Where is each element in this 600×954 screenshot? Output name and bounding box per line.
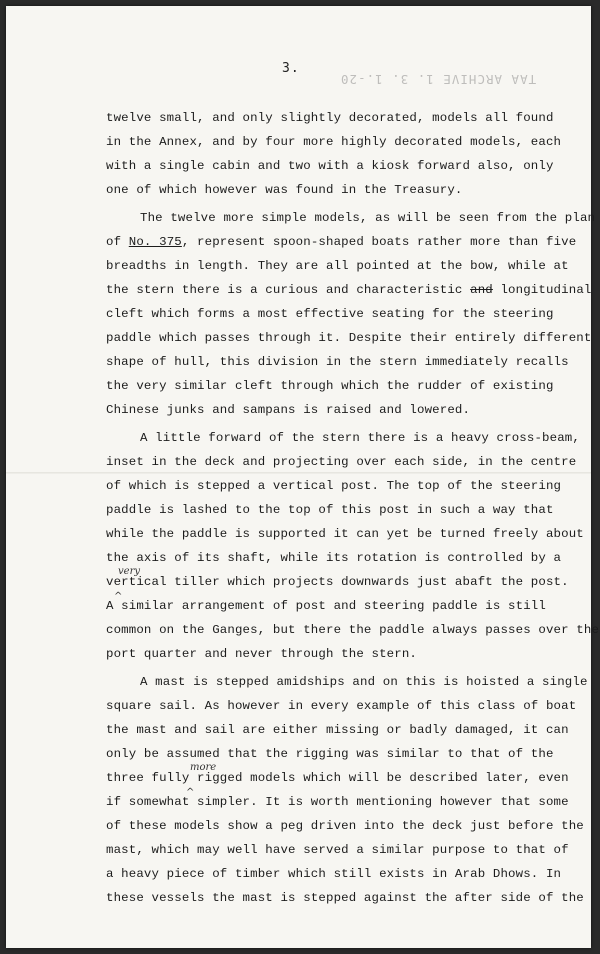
page-number: 3. — [282, 61, 300, 76]
body-text — [6, 6, 600, 948]
text-line: inset in the deck and projecting over each side, in the centre — [106, 455, 577, 469]
insertion-caret: ^ — [114, 591, 123, 602]
text-line: Chinese junks and sampans is raised and lowered. — [106, 403, 471, 417]
text-line: mast, which may well have served a similar purpose to that of — [106, 843, 569, 857]
text-line: of these models show a peg driven into the deck just before the — [106, 819, 584, 833]
text-line: the axis of its shaft, while its rotation is controlled by a — [106, 551, 562, 565]
text-line: in the Annex, and by four more highly decorated models, each — [106, 135, 562, 149]
text-line: paddle is lashed to the top of this post in such a way that — [106, 503, 554, 517]
text-line: while the paddle is supported it can yet be turned freely about — [106, 527, 584, 541]
text-line: vertical tiller which projects downwards just abaft the post. — [106, 575, 569, 589]
text-line: if somewhat simpler. It is worth mentioning however that some — [106, 795, 569, 809]
archive-stamp: TAA ARCHIVE 1. 3. 1.-20 — [340, 72, 537, 87]
text-segment: the stern there is a curious and characteristic — [106, 283, 471, 297]
text-line: three fully rigged models which will be described later, even — [106, 771, 569, 785]
handwritten-insertion: more — [190, 762, 217, 773]
text-line: square sail. As however in every example of this class of boat — [106, 699, 577, 713]
text-line: the mast and sail are either missing or badly damaged, it can — [106, 723, 569, 737]
handwritten-insertion: very — [118, 566, 140, 577]
text-line: one of which however was found in the Treasury. — [106, 183, 463, 197]
text-line — [106, 283, 592, 297]
text-line: A mast is stepped amidships and on this is hoisted a single — [140, 675, 588, 689]
text-segment: of — [106, 235, 129, 249]
text-line: a heavy piece of timber which still exists in Arab Dhows. In — [106, 867, 562, 881]
text-line: paddle which passes through it. Despite their entirely different — [106, 331, 592, 345]
plan-reference: No. 375 — [128, 235, 182, 249]
text-line: common on the Ganges, but there the paddle always passes over the — [106, 623, 600, 637]
text-line: breadths in length. They are all pointed at the bow, while at — [106, 259, 569, 273]
text-segment: , represent spoon-shaped boats rather more than five — [181, 235, 577, 249]
text-line: A similar arrangement of post and steering paddle is still — [106, 599, 546, 613]
text-line: The twelve more simple models, as will be seen from the plan — [140, 211, 596, 225]
text-line: of which is stepped a vertical post. The top of the steering — [106, 479, 562, 493]
insertion-caret: ^ — [186, 787, 195, 798]
text-line: with a single cabin and two with a kiosk forward also, only — [106, 159, 554, 173]
text-line: cleft which forms a most effective seating for the steering — [106, 307, 554, 321]
struck-word: and — [470, 283, 493, 297]
text-line: shape of hull, this division in the stern immediately recalls — [106, 355, 569, 369]
text-segment: longitudinal — [492, 283, 592, 297]
text-line: twelve small, and only slightly decorated, models all found — [106, 111, 554, 125]
document-page — [6, 6, 600, 948]
text-line: these vessels the mast is stepped against the after side of the — [106, 891, 584, 905]
text-line: only be assumed that the rigging was similar to that of the — [106, 747, 554, 761]
text-line — [106, 235, 576, 249]
text-line: the very similar cleft through which the rudder of existing — [106, 379, 554, 393]
text-line: port quarter and never through the stern. — [106, 647, 418, 661]
text-line: A little forward of the stern there is a heavy cross-beam, — [140, 431, 580, 445]
